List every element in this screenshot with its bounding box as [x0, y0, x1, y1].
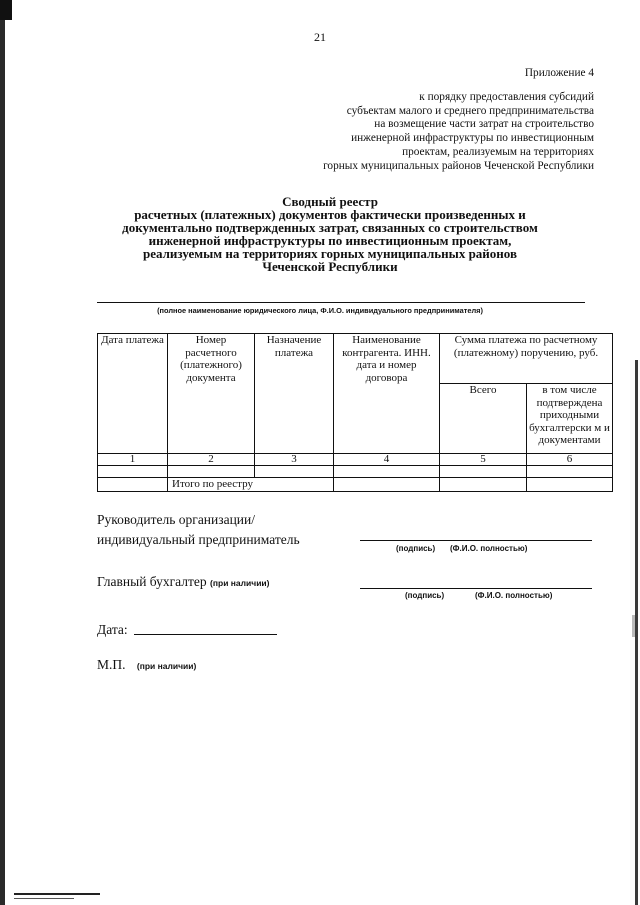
scan-bottom-mark [14, 898, 74, 899]
header-confirmed: в том числе подтверждена приходными бухгалтерски м и документами [527, 384, 613, 454]
total-label: Итого по реестру [168, 478, 334, 492]
title-line: расчетных (платежных) документов фактически произведенных и [134, 207, 526, 222]
org-name-line [97, 302, 585, 303]
header-doc-number: Номер расчетного (платежного) документа [168, 334, 255, 454]
accountant-note: (при наличии) [210, 578, 270, 588]
date-label: Дата: [97, 622, 128, 637]
column-number: 5 [440, 454, 527, 466]
accountant-name-caption: (Ф.И.О. полностью) [475, 591, 553, 600]
accountant-label: Главный бухгалтер [97, 574, 207, 589]
appendix-line: на возмещение части затрат на строительство [374, 118, 594, 131]
head-name-caption: (Ф.И.О. полностью) [450, 544, 528, 553]
title-line: Чеченской Республики [262, 259, 398, 274]
scan-left-edge-mark [0, 0, 12, 20]
column-number: 4 [334, 454, 440, 466]
total-row [98, 478, 613, 492]
appendix-line: субъектам малого и среднего предпринимательства [346, 104, 594, 117]
stamp-block [97, 655, 196, 676]
head-sign-caption: (подпись) [396, 544, 436, 553]
accountant-signature-line [360, 588, 592, 589]
title-line: документально подтвержденных затрат, связанных со строительством [122, 220, 538, 235]
stamp-note: (при наличии) [136, 661, 197, 671]
header-date: Дата платежа [98, 334, 168, 454]
scan-artifact [632, 615, 635, 637]
column-number: 6 [527, 454, 613, 466]
org-name-caption: (полное наименование юридического лица, Ф.И.О. индивидуального предпринимателя) [157, 306, 483, 315]
title-line: реализуемым на территориях горных муниципальных районов [143, 246, 517, 261]
scan-left-edge [0, 0, 5, 905]
column-number: 3 [255, 454, 334, 466]
scan-bottom-mark [14, 893, 100, 895]
header-sum-group: Сумма платежа по расчетному (платежному) поручению, руб. [440, 334, 613, 384]
header-total: Всего [440, 384, 527, 454]
accountant-sign-caption: (подпись) [405, 591, 445, 600]
appendix-line: к порядку предоставления субсидий [419, 90, 594, 103]
appendix-block [194, 67, 594, 174]
appendix-line: проектам, реализуемым на территориях [402, 145, 594, 158]
document-title [80, 195, 580, 273]
header-purpose: Назначение платежа [255, 334, 334, 454]
table-row [98, 466, 613, 478]
title-line: Сводный реестр [282, 194, 378, 209]
title-line: инженерной инфраструктуры по инвестиционным проектам, [148, 233, 512, 248]
column-number: 1 [98, 454, 168, 466]
appendix-line: инженерной инфраструктуры по инвестиционным [351, 132, 594, 145]
stamp-label: М.П. [97, 657, 126, 672]
column-number: 2 [168, 454, 255, 466]
header-counterparty: Наименование контрагента. ИНН. дата и номер договора [334, 334, 440, 454]
head-signature-label [97, 510, 300, 550]
column-number-row [98, 454, 613, 466]
appendix-title: Приложение 4 [524, 67, 594, 79]
head-label-line: индивидуальный предприниматель [97, 532, 300, 547]
page-number: 21 [314, 30, 326, 44]
scan-right-edge [635, 360, 638, 905]
appendix-line: горных муниципальных районов Чеченской Республики [323, 159, 594, 172]
head-signature-line [360, 540, 592, 541]
registry-table [97, 333, 613, 492]
head-label-line: Руководитель организации/ [97, 512, 256, 527]
accountant-signature-label [97, 572, 270, 593]
date-line [134, 634, 277, 635]
